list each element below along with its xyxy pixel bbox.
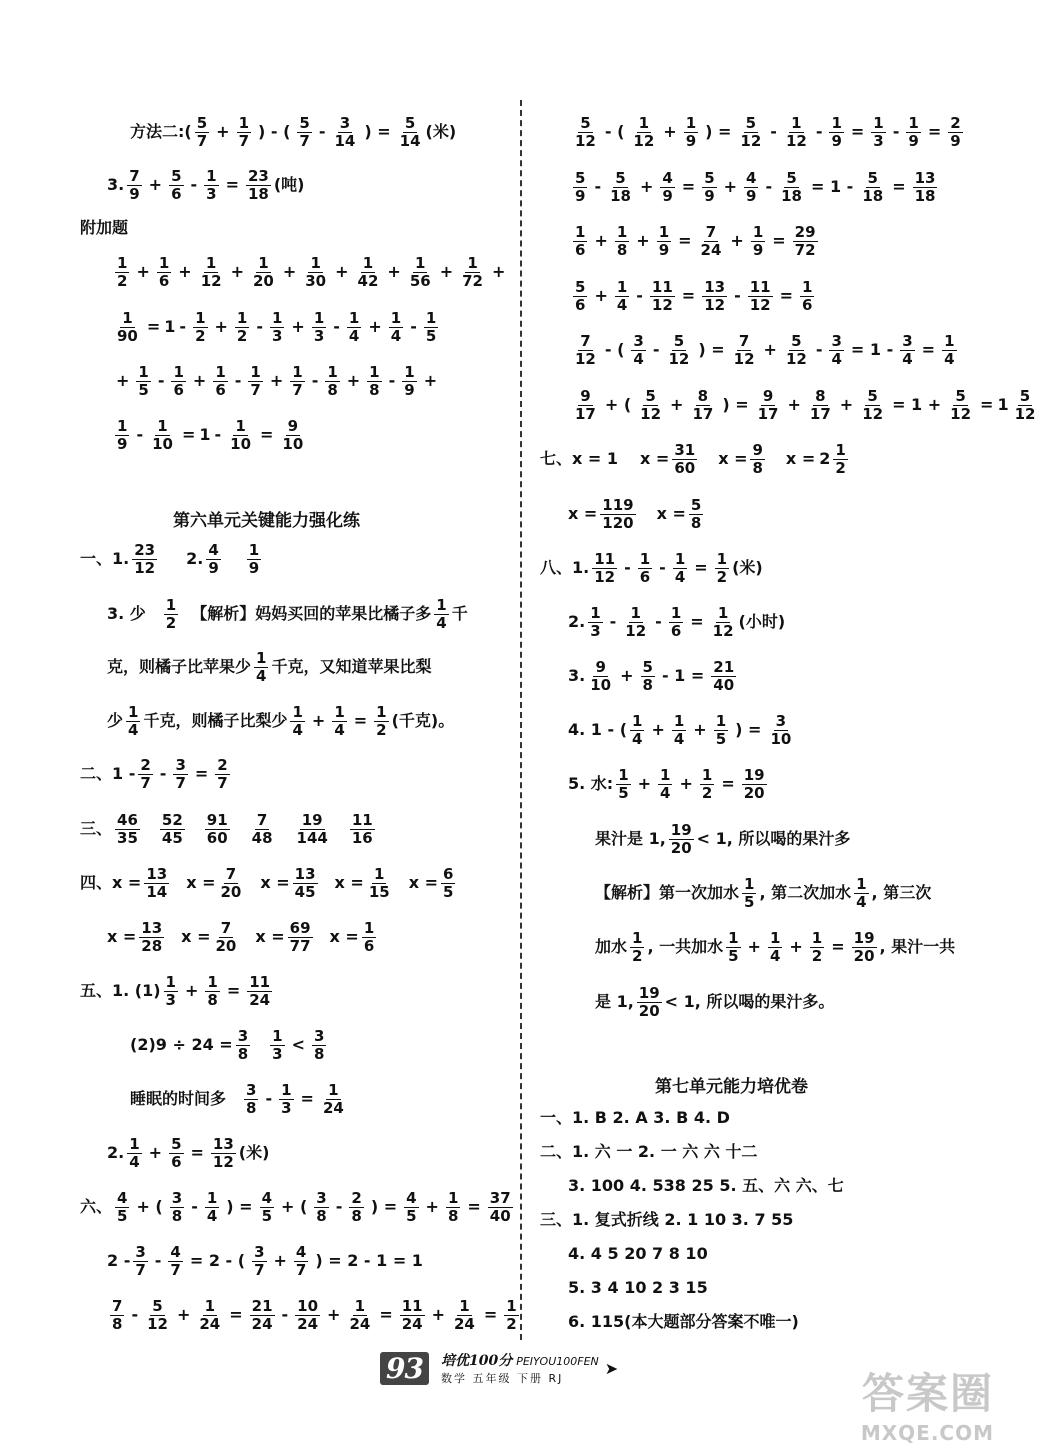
fraction: $\frac{1}{3}$ [271, 309, 283, 345]
fraction: $\frac{1}{90}$ [117, 309, 138, 345]
bonus-row-1: $\frac{1}{2}$ + $\frac{1}{6}$ + $\frac{1}{12}$ + $\frac{1}{20}$ + $\frac{1}{30}$ + $\frac{1}{42}$ + $\frac{1}{56}$ + $\frac{1}{72}$ + [117, 254, 506, 290]
r-row-4: $\frac{5}{6}$ + $\frac{1}{4}$ - $\frac{11}{12}$ = $\frac{13}{12}$ - $\frac{11}{12}$ = $\frac{1}{6}$ [575, 278, 813, 314]
fraction: $\frac{6}{5}$ [443, 865, 454, 901]
s7-row-2: x = $\frac{119}{120}$ x = $\frac{5}{8}$ [568, 496, 702, 532]
watermark-text: 答案圈 [861, 1369, 994, 1418]
fraction: $\frac{1}{4}$ [348, 309, 360, 345]
watermark [804, 1361, 994, 1445]
fraction: $\frac{8}{17}$ [809, 387, 831, 423]
fraction: $\frac{37}{40}$ [489, 1189, 511, 1225]
fraction: $\frac{4}{5}$ [117, 1189, 128, 1225]
s5-q2-line: 2. $\frac{1}{4}$ + $\frac{5}{6}$ = $\frac{13}{12}$ (米) [107, 1135, 270, 1171]
fraction: $\frac{1}{5}$ [425, 309, 437, 345]
fraction: $\frac{52}{45}$ [161, 811, 183, 847]
fraction: $\frac{3}{4}$ [831, 332, 842, 368]
fraction: $\frac{1}{6}$ [158, 254, 170, 290]
u7-row-5: 4. 4 5 20 7 8 10 [568, 1244, 708, 1263]
fraction: $\frac{7}{12}$ [575, 332, 596, 368]
fraction: $\frac{10}{24}$ [297, 1297, 319, 1333]
method-two-line: 方法二:( $\frac{5}{7}$ + $\frac{1}{7}$ ) - ( $\frac{5}{7}$ - $\frac{3}{14}$ ) = $\frac{5}{14}$ (米) [130, 114, 457, 150]
fraction: $\frac{1}{5}$ [138, 363, 149, 399]
fraction: $\frac{8}{17}$ [692, 387, 714, 423]
juice-line: 果汁是 1, $\frac{19}{20}$ < 1, 所以喝的果汁多 [595, 821, 851, 857]
fraction: $\frac{1}{8}$ [327, 363, 338, 399]
fraction: $\frac{1}{7}$ [250, 363, 261, 399]
fraction: $\frac{5}{12}$ [668, 332, 690, 368]
fraction: $\frac{5}{9}$ [575, 169, 586, 205]
fraction: $\frac{1}{24}$ [199, 1297, 221, 1333]
fraction: $\frac{1}{56}$ [409, 254, 431, 290]
s5-q1-part2: (2)9 ÷ 24 = $\frac{3}{8}$ $\frac{1}{3}$ < $\frac{3}{8}$ [130, 1027, 325, 1063]
fraction: $\frac{11}{12}$ [651, 278, 673, 314]
fraction: $\frac{1}{8}$ [447, 1189, 459, 1225]
arrow-icon: ➤ [604, 1358, 619, 1378]
r-row-6: $\frac{9}{17}$ + ( $\frac{5}{12}$ + $\frac{8}{17}$ ) = $\frac{9}{17}$ + $\frac{8}{17}$ + $\frac{5}{12}$ = 1 + $\frac{5}{12}$ = 1 $\frac{5}{12}$ [575, 387, 1036, 423]
fraction: $\frac{1}{9}$ [752, 223, 764, 259]
fraction: $\frac{5}{18}$ [781, 169, 802, 205]
s8-q4: 4. 1 - ( $\frac{1}{4}$ + $\frac{1}{4}$ + $\frac{1}{5}$ ) = $\frac{3}{10}$ [568, 712, 792, 748]
fraction: $\frac{1}{3}$ [873, 114, 884, 150]
fraction: $\frac{7}{20}$ [215, 919, 237, 955]
fraction: $\frac{1}{6}$ [802, 278, 813, 314]
u7-row-4: 三、1. 复式折线 2. 1 10 3. 7 55 [540, 1210, 794, 1229]
u7-row-1: 一、1. B 2. A 3. B 4. D [540, 1108, 730, 1127]
fraction: $\frac{46}{35}$ [117, 811, 138, 847]
fraction: $\frac{1}{12}$ [785, 114, 807, 150]
fraction: $\frac{13}{45}$ [294, 865, 316, 901]
fraction: $\frac{1}{4}$ [206, 1189, 218, 1225]
fraction: $\frac{1}{12}$ [712, 604, 734, 640]
fraction: $\frac{1}{12}$ [200, 254, 222, 290]
fraction: $\frac{1}{6}$ [639, 550, 651, 586]
fraction: $\frac{5}{12}$ [575, 114, 596, 150]
column-divider [520, 100, 522, 1340]
s1-q3-line2: 克，则橘子比苹果少 $\frac{1}{4}$ 千克，又知道苹果比梨 [107, 649, 432, 685]
fraction: $\frac{4}{9}$ [746, 169, 757, 205]
fraction: $\frac{69}{77}$ [289, 919, 311, 955]
r-row-3: $\frac{1}{6}$ + $\frac{1}{8}$ + $\frac{1}{9}$ = $\frac{7}{24}$ + $\frac{1}{9}$ = $\frac{29}{72}$ [575, 223, 816, 259]
fraction: $\frac{1}{9}$ [658, 223, 670, 259]
s6-row-2: 2 - $\frac{3}{7}$ - $\frac{4}{7}$ = 2 - ( $\frac{3}{7}$ + $\frac{4}{7}$ ) = 2 - 1 = 1 [107, 1243, 423, 1279]
fraction: $\frac{7}{24}$ [700, 223, 722, 259]
fraction: $\frac{1}{10}$ [152, 417, 173, 453]
bonus-row-4: $\frac{1}{9}$ - $\frac{1}{10}$ = 1 - $\frac{1}{10}$ = $\frac{9}{10}$ [117, 417, 304, 453]
s5-q1-line: 五、1. (1) $\frac{1}{3}$ + $\frac{1}{8}$ = $\frac{11}{24}$ [80, 973, 271, 1009]
fraction: $\frac{11}{16}$ [351, 811, 373, 847]
fraction: $\frac{3}{8}$ [316, 1189, 327, 1225]
fraction: $\frac{11}{12}$ [594, 550, 616, 586]
fraction: $\frac{9}{17}$ [575, 387, 596, 423]
bonus-row-3: + $\frac{1}{5}$ - $\frac{1}{6}$ + $\frac{1}{6}$ - $\frac{1}{7}$ + $\frac{1}{7}$ - $\frac{1}{8}$ + $\frac{1}{8}$ - $\frac{1}{9}$ + [116, 363, 438, 399]
fraction: $\frac{3}{7}$ [135, 1243, 146, 1279]
s4-row-1: 四、 x = $\frac{13}{14}$ x = $\frac{7}{20}$ x = $\frac{13}{45}$ x = $\frac{1}{15}$ x = $\frac{6}{5}$ [80, 865, 454, 901]
fraction: $\frac{9}{10}$ [282, 417, 304, 453]
fraction: $\frac{1}{6}$ [173, 363, 184, 399]
s8-q2: 2. $\frac{1}{3}$ - $\frac{1}{12}$ - $\frac{1}{6}$ = $\frac{1}{12}$ (小时) [568, 604, 786, 640]
watermark-url: MXQE.COM [860, 1421, 994, 1445]
fraction: $\frac{11}{12}$ [749, 278, 771, 314]
fraction: $\frac{1}{2}$ [716, 550, 728, 586]
fraction: $\frac{13}{28}$ [141, 919, 163, 955]
fraction: $\frac{5}{12}$ [862, 387, 884, 423]
fraction: $\frac{1}{7}$ [292, 363, 303, 399]
u7-row-3: 3. 100 4. 538 25 5. 五、六 六、七 [568, 1176, 844, 1195]
fraction: $\frac{1}{8}$ [616, 223, 628, 259]
s8-q1: 八、1. $\frac{11}{12}$ - $\frac{1}{6}$ - $\frac{1}{4}$ = $\frac{1}{2}$ (米) [540, 550, 763, 586]
fraction: $\frac{5}{6}$ [575, 278, 586, 314]
s6-row-3: $\frac{7}{8}$ - $\frac{5}{12}$ + $\frac{1}{24}$ = $\frac{21}{24}$ - $\frac{10}{24}$ + $\frac{1}{24}$ = $\frac{11}{24}$ + $\frac{1}{24}$ = $\frac{1}{2}$ [112, 1297, 517, 1333]
fraction: $\frac{7}{8}$ [112, 1297, 123, 1333]
fraction: $\frac{21}{24}$ [251, 1297, 273, 1333]
brand-name: 培优100分 [440, 1353, 513, 1369]
fraction: $\frac{1}{9}$ [908, 114, 919, 150]
s2-line: 二、1 - $\frac{2}{7}$ - $\frac{3}{7}$ = $\frac{2}{7}$ [80, 756, 228, 792]
fraction: $\frac{3}{7}$ [254, 1243, 265, 1279]
fraction: $\frac{1}{24}$ [454, 1297, 475, 1333]
fraction: $\frac{1}{15}$ [368, 865, 390, 901]
fraction: $\frac{4}{5}$ [261, 1189, 272, 1225]
fraction: $\frac{91}{60}$ [206, 811, 228, 847]
page-footer [380, 1350, 618, 1386]
page-number: 93 [380, 1352, 429, 1385]
fraction: $\frac{13}{18}$ [914, 169, 936, 205]
fraction: $\frac{1}{2}$ [506, 1297, 517, 1333]
brand-en: PEIYOU100FEN [516, 1355, 599, 1368]
s7-row-1: 七、 x = 1 x = $\frac{31}{60}$ x = $\frac{9}{8}$ x = 2 $\frac{1}{2}$ [540, 441, 846, 477]
u7-row-2: 二、1. 六 一 2. 一 六 六 十二 [540, 1142, 758, 1161]
fraction: $\frac{1}{4}$ [674, 550, 686, 586]
s8-q3: 3. $\frac{9}{10}$ + $\frac{5}{8}$ - 1 = $\frac{21}{40}$ [568, 658, 735, 694]
fraction: $\frac{7}{12}$ [733, 332, 755, 368]
fraction: $\frac{1}{6}$ [575, 223, 586, 259]
r-row-5: $\frac{7}{12}$ - ( $\frac{3}{4}$ - $\frac{5}{12}$ ) = $\frac{7}{12}$ + $\frac{5}{12}$ - $\frac{3}{4}$ = 1 - $\frac{3}{4}$ = $\frac{1}{4}$ [575, 332, 955, 368]
fraction: $\frac{1}{72}$ [462, 254, 483, 290]
analysis-line-2: 加水 $\frac{1}{2}$ , 一共加水 $\frac{1}{5}$ + $\frac{1}{4}$ + $\frac{1}{2}$ = $\frac{19}{20}$ , 果汁一共 [595, 929, 956, 965]
fraction: $\frac{1}{4}$ [616, 278, 628, 314]
u7-row-7: 6. 115(本大题部分答案不唯一) [568, 1312, 799, 1331]
fraction: $\frac{5}{18}$ [610, 169, 631, 205]
fraction: $\frac{1}{20}$ [252, 254, 274, 290]
r-row-2: $\frac{5}{9}$ - $\frac{5}{18}$ + $\frac{4}{9}$ = $\frac{5}{9}$ + $\frac{4}{9}$ - $\frac{5}{18}$ = 1 - $\frac{5}{18}$ = $\frac{13}{18}$ [575, 169, 936, 205]
fraction: $\frac{3}{4}$ [902, 332, 913, 368]
fraction: $\frac{1}{9}$ [685, 114, 697, 150]
fraction: $\frac{5}{12}$ [1014, 387, 1036, 423]
fraction: $\frac{1}{6}$ [215, 363, 226, 399]
brand-block [441, 1350, 599, 1386]
fraction: $\frac{13}{14}$ [146, 865, 168, 901]
s3-line: 三、 $\frac{46}{35}$ $\frac{52}{45}$ $\frac{91}{60}$ $\frac{7}{48}$ $\frac{19}{144}$ $\frac{11}{16}$ [80, 811, 373, 847]
fraction: $\frac{5}{12}$ [147, 1297, 168, 1333]
analysis-line-1: 【解析】第一次加水 $\frac{1}{5}$ , 第二次加水 $\frac{1}{4}$ , 第三次 [595, 875, 932, 911]
fraction: $\frac{4}{7}$ [295, 1243, 307, 1279]
fraction: $\frac{1}{3}$ [590, 604, 601, 640]
fraction: $\frac{7}{20}$ [220, 865, 242, 901]
fraction: $\frac{1}{12}$ [625, 604, 647, 640]
fraction: $\frac{13}{12}$ [704, 278, 726, 314]
fraction: $\frac{5}{9}$ [704, 169, 715, 205]
fraction: $\frac{2}{8}$ [351, 1189, 362, 1225]
fraction: $\frac{5}{12}$ [740, 114, 762, 150]
fraction: $\frac{1}{2}$ [117, 254, 128, 290]
fraction: $\frac{1}{8}$ [369, 363, 380, 399]
fraction: $\frac{1}{3}$ [313, 309, 325, 345]
fraction: $\frac{1}{4}$ [944, 332, 955, 368]
s4-row-2: x = $\frac{13}{28}$ x = $\frac{7}{20}$ x = $\frac{69}{77}$ x = $\frac{1}{6}$ [107, 919, 375, 955]
bonus-row-2: $\frac{1}{90}$ = 1 - $\frac{1}{2}$ + $\frac{1}{2}$ - $\frac{1}{3}$ + $\frac{1}{3}$ - $\frac{1}{4}$ + $\frac{1}{4}$ - $\frac{1}{5}$ [117, 309, 437, 345]
fraction: $\frac{7}{48}$ [251, 811, 273, 847]
fraction: $\frac{1}{10}$ [230, 417, 252, 453]
fraction: $\frac{4}{5}$ [406, 1189, 417, 1225]
s8-q5: 5. 水: $\frac{1}{5}$ + $\frac{1}{4}$ + $\frac{1}{2}$ = $\frac{19}{20}$ [568, 766, 765, 802]
fraction: $\frac{1}{9}$ [117, 417, 128, 453]
bonus-title: 附加题 [80, 218, 129, 237]
unit6-title: 第六单元关键能力强化练 [173, 511, 360, 531]
analysis-line-3: 是 1, $\frac{19}{20}$ < 1, 所以喝的果汁多。 [595, 984, 835, 1020]
fraction: $\frac{1}{6}$ [670, 604, 682, 640]
r-row-1: $\frac{5}{12}$ - ( $\frac{1}{12}$ + $\frac{1}{9}$ ) = $\frac{5}{12}$ - $\frac{1}{12}$ - $\frac{1}{9}$ = $\frac{1}{3}$ - $\frac{1}{9}$ = $\frac{2}{9}$ [575, 114, 961, 150]
fraction: $\frac{4}{7}$ [170, 1243, 181, 1279]
sleep-line: 睡眠的时间多 $\frac{3}{8}$ - $\frac{1}{3}$ = $\frac{1}{24}$ [130, 1081, 344, 1117]
fraction: $\frac{1}{30}$ [305, 254, 327, 290]
fraction: $\frac{3}{4}$ [633, 332, 644, 368]
fraction: $\frac{1}{2}$ [195, 309, 206, 345]
fraction: $\frac{1}{24}$ [349, 1297, 371, 1333]
q3-line: 3. $\frac{7}{9}$ + $\frac{5}{6}$ - $\frac{1}{3}$ = $\frac{23}{18}$ (吨) [107, 167, 305, 203]
fraction: $\frac{3}{8}$ [171, 1189, 183, 1225]
book-subtitle: 数学 五年级 下册 RJ [440, 1372, 564, 1385]
s1-q3-line1: 3. 少 $\frac{1}{2}$ 【解析】妈妈买回的苹果比橘子多 $\frac{1}{4}$ 千 [107, 596, 468, 632]
fraction: $\frac{4}{9}$ [662, 169, 673, 205]
fraction: $\frac{2}{9}$ [950, 114, 961, 150]
fraction: $\frac{9}{17}$ [757, 387, 779, 423]
fraction: $\frac{5}{12}$ [640, 387, 662, 423]
unit7-title: 第七单元能力培优卷 [655, 1077, 808, 1097]
fraction: $\frac{1}{2}$ [236, 309, 248, 345]
fraction: $\frac{5}{12}$ [950, 387, 972, 423]
fraction: $\frac{1}{9}$ [404, 363, 415, 399]
s1-line: 一、1. $\frac{23}{12}$ 2. $\frac{4}{9}$ $\frac{1}{9}$ [80, 541, 260, 577]
s1-q3-line3: 少 $\frac{1}{4}$ 千克，则橘子比梨少 $\frac{1}{4}$ + $\frac{1}{4}$ = $\frac{1}{2}$ (千克)。 [107, 703, 455, 739]
s6-row-1: 六、 $\frac{4}{5}$ + ( $\frac{3}{8}$ - $\frac{1}{4}$ ) = $\frac{4}{5}$ + ( $\frac{3}{8}$ - $\frac{2}{8}$ ) = $\frac{4}{5}$ + $\frac{1}{8}$ = $\frac{37}{40}$ [80, 1189, 511, 1225]
fraction: $\frac{11}{24}$ [401, 1297, 423, 1333]
fraction: $\frac{5}{12}$ [785, 332, 807, 368]
fraction: $\frac{1}{4}$ [390, 309, 402, 345]
fraction: $\frac{5}{18}$ [862, 169, 884, 205]
fraction: $\frac{1}{42}$ [357, 254, 379, 290]
u7-row-6: 5. 3 4 10 2 3 15 [568, 1278, 708, 1297]
fraction: $\frac{19}{144}$ [296, 811, 328, 847]
fraction: $\frac{29}{72}$ [794, 223, 816, 259]
fraction: $\frac{1}{12}$ [633, 114, 655, 150]
fraction: $\frac{1}{6}$ [363, 919, 375, 955]
fraction: $\frac{1}{9}$ [831, 114, 842, 150]
